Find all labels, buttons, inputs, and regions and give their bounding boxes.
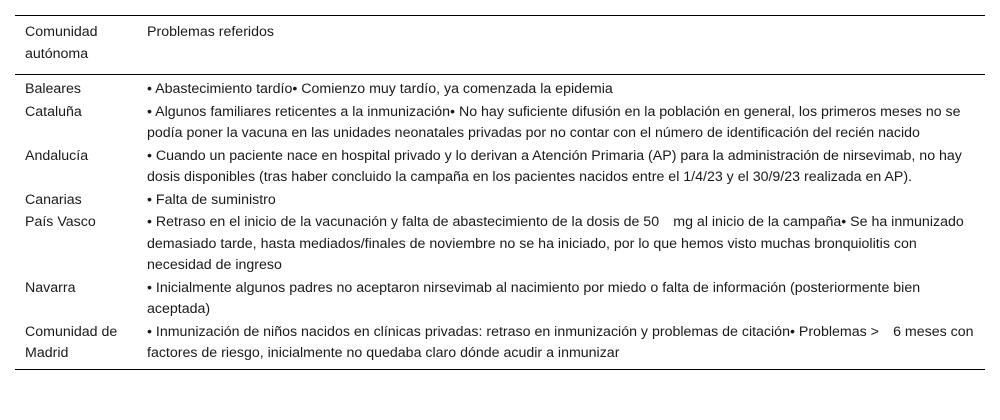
table-header <box>15 16 985 75</box>
problems-cell: • Algunos familiares reticentes a la inmunización• No hay suficiente difusión en la población en general, los primeros meses no se podía poner la vacuna en las unidades neonatales privadas por no contar con el número de identificación del recién nacido <box>147 103 961 141</box>
region-cell: Andalucía <box>25 147 89 164</box>
problems-table-container <box>15 15 985 370</box>
table-row <box>15 190 985 213</box>
header-region: Comunidad autónoma <box>25 24 98 62</box>
problems-cell: • Inicialmente algunos padres no aceptaron nirsevimab al nacimiento por miedo o falta de información (posteriormente bien aceptada) <box>147 279 921 317</box>
table-row <box>15 278 985 322</box>
region-cell: Navarra <box>25 279 76 296</box>
table-row <box>15 322 985 370</box>
problems-cell: • Cuando un paciente nace en hospital privado y lo derivan a Atención Primaria (AP) para la administración de nirsevimab, no hay dosis disponibles (tras haber concluido la campaña en los pacientes nacidos entre el 1/4/23 y el 30/9/23 realizada en AP). <box>147 147 962 185</box>
problems-table <box>15 15 985 370</box>
problems-cell: • Falta de suministro <box>147 191 276 208</box>
table-row <box>15 146 985 190</box>
header-row <box>15 16 985 75</box>
region-cell: Baleares <box>25 81 81 97</box>
problems-cell: • Inmunización de niños nacidos en clínicas privadas: retraso en inmunización y problemas de citación• Problemas > 6 meses con factores de riesgo, inicialmente no quedaba claro dónde acudir a inmunizar <box>147 323 974 361</box>
table-row <box>15 102 985 146</box>
region-cell: País Vasco <box>25 214 96 230</box>
table-row <box>15 75 985 102</box>
region-cell: Comunidad de Madrid <box>25 323 118 361</box>
table-body <box>15 75 985 370</box>
problems-cell: • Abastecimiento tardío• Comienzo muy tardío, ya comenzada la epidemia <box>147 81 613 97</box>
problems-cell: • Retraso en el inicio de la vacunación y falta de abastecimiento de la dosis de 50 mg al inicio de la campaña• Se ha inmunizado demasiado tarde, hasta mediados/finales de noviembre no se ha iniciado, por lo que hemos visto muchas bronquiolitis con necesidad de ingreso <box>147 214 964 273</box>
header-problems: Problemas referidos <box>147 24 274 40</box>
table-row <box>15 212 985 278</box>
region-cell: Canarias <box>25 191 82 208</box>
region-cell: Cataluña <box>25 103 82 120</box>
